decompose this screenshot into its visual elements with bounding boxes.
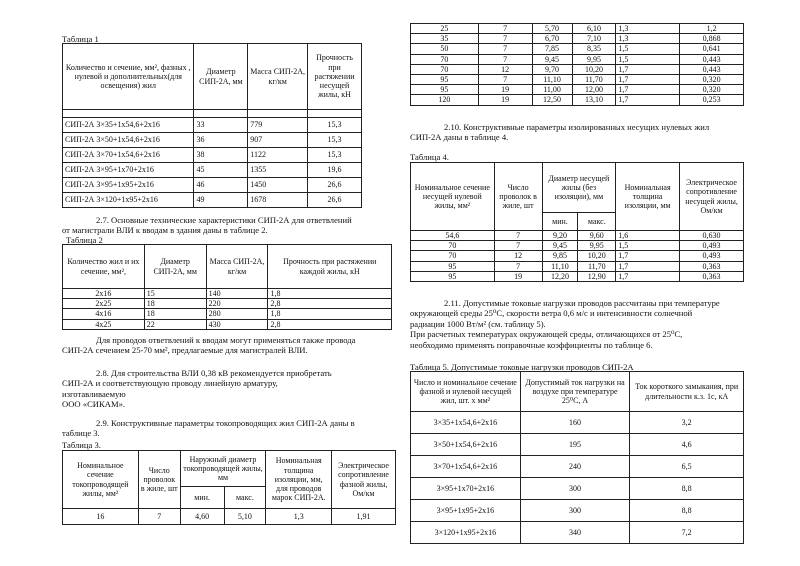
table-cell: 1122 <box>248 148 308 163</box>
paragraph-line: таблице 3. <box>62 428 100 439</box>
table-cell: 4,6 <box>630 434 744 456</box>
table-cell: 9,45 <box>542 241 578 251</box>
table-row <box>411 251 744 261</box>
table-cell: 46 <box>194 178 248 193</box>
table-cell: 36 <box>194 133 248 148</box>
table1-header-cell: Масса СИП-2А, кг/км <box>248 44 308 110</box>
table-cell: 9,45 <box>532 54 572 64</box>
table-cell: 19,6 <box>308 163 362 178</box>
table-cell: 240 <box>520 456 630 478</box>
table-cell: 35 <box>411 34 479 44</box>
table-cell: 70 <box>411 251 495 261</box>
table-cell: 280 <box>206 309 268 319</box>
table-cell: 1678 <box>248 193 308 208</box>
table-cell: 38 <box>194 148 248 163</box>
paragraph-line: СИП-2А и соответствующую проводу линейную арматуру, <box>62 378 278 389</box>
table-cell: 2,8 <box>268 299 392 309</box>
table-cell: 1,2 <box>680 24 744 34</box>
table5-header-cell: Число и номинальное сечение фазной и нулевой несущей жил, шт. х мм² <box>411 372 521 412</box>
table-cell: 11,70 <box>572 75 616 85</box>
table-cell: 12,00 <box>572 85 616 95</box>
table-row <box>63 299 392 309</box>
table-cell: 9,60 <box>578 231 616 241</box>
table-cell: 340 <box>520 522 630 544</box>
table-cell: 9,85 <box>542 251 578 261</box>
table-row <box>63 193 362 208</box>
table-cell: СИП-2А 3×95+1x95+2x16 <box>63 178 194 193</box>
paragraph-2-8 <box>62 368 392 410</box>
table-cell: 0,443 <box>680 64 744 74</box>
table2-header-cell: Диаметр СИП-2А, мм <box>144 245 206 289</box>
table-cell: 7 <box>478 24 532 34</box>
table-cell: 70 <box>411 241 495 251</box>
table1-caption: Таблица 1 <box>62 34 99 44</box>
table-cell: 7,2 <box>630 522 744 544</box>
table-cell: 50 <box>411 44 479 54</box>
table-cell: 0,320 <box>680 75 744 85</box>
paragraph-line: окружающей среды 25⁰С, скорости ветра 0,6 м/с и интенсивности солнечной <box>410 308 693 319</box>
paragraph-line: 2.10. Конструктивные параметры изолированных несущих нулевых жил <box>444 122 710 132</box>
table-cell: 1,3 <box>266 509 332 525</box>
table-row <box>411 231 744 241</box>
table-cell: 1,7 <box>616 271 680 281</box>
table-cell: 1,7 <box>616 251 680 261</box>
paragraph-after-table2 <box>62 335 392 356</box>
table-cell: 7 <box>138 509 180 525</box>
table-row <box>63 289 392 299</box>
table-cell: 120 <box>411 95 479 105</box>
table2-header-cell: Масса СИП-2А, кг/км <box>206 245 268 289</box>
paragraph-2-7 <box>62 215 392 236</box>
table-cell: 10,20 <box>572 64 616 74</box>
table5-header-cell: Ток короткого замыкания, при длительности к.з. 1с, кА <box>630 372 744 412</box>
table-cell: 779 <box>248 118 308 133</box>
paragraph-line: 2.11. Допустимые токовые нагрузки проводов рассчитаны при температуре <box>444 298 720 308</box>
table-cell: 12,50 <box>532 95 572 105</box>
table-row <box>411 271 744 281</box>
table3-subheader-min: мин. <box>180 487 224 509</box>
paragraph-line: СИП-2А даны в таблице 4. <box>410 132 509 143</box>
table-row <box>411 34 744 44</box>
table-row <box>63 133 362 148</box>
table-cell: 95 <box>411 271 495 281</box>
table-row <box>411 434 744 456</box>
table-cell: 7 <box>478 34 532 44</box>
paragraph-line: необходимо применять поправочные коэффициенты по таблице 6. <box>410 339 653 350</box>
table-cell: 1450 <box>248 178 308 193</box>
table-row <box>63 319 392 329</box>
table3-header-cell: Число проволок в жиле, шт <box>138 451 180 509</box>
table3-header-cell: Электрическое сопротивление фазной жилы, Ом/км <box>332 451 396 509</box>
table-cell: 11,70 <box>578 261 616 271</box>
table-cell: 15,3 <box>308 133 362 148</box>
table-row <box>63 178 362 193</box>
table-row <box>411 85 744 95</box>
table-cell: 0,493 <box>680 241 744 251</box>
paragraph-line: При расчетных температурах окружающей среды, отличающихся от 25⁰С, <box>410 329 683 340</box>
table-cell: 2,8 <box>268 319 392 329</box>
table-cell: 6,70 <box>532 34 572 44</box>
table5-caption: Таблица 5. Допустимые токовые нагрузки проводов СИП-2А <box>410 362 634 372</box>
table3-caption: Таблица 3. <box>62 440 101 450</box>
table5 <box>410 371 744 544</box>
table-row <box>411 478 744 500</box>
table-cell: 70 <box>411 64 479 74</box>
table-cell: 18 <box>144 299 206 309</box>
table2-caption: Таблица 2 <box>66 235 103 245</box>
table-cell: 95 <box>411 261 495 271</box>
table-cell: 8,35 <box>572 44 616 54</box>
table-cell: 0,253 <box>680 95 744 105</box>
table-cell: СИП-2А 3×50+1x54,6+2x16 <box>63 133 194 148</box>
table-cell: 4,60 <box>180 509 224 525</box>
table-cell: 1,8 <box>268 289 392 299</box>
table-cell: 300 <box>520 500 630 522</box>
table3-header-cell: Номинальная толщина изоляции, мм, для проводов марок СИП-2А. <box>266 451 332 509</box>
table-cell: 9,95 <box>572 54 616 64</box>
table-cell: 54,6 <box>411 231 495 241</box>
table2-header-cell: Количество жил и их сечение, мм², <box>63 245 145 289</box>
paragraph-line: от магистрали ВЛИ к вводам в здания даны в таблице 2. <box>62 225 268 236</box>
table-cell: 0,630 <box>680 231 744 241</box>
table-cell: 12 <box>478 64 532 74</box>
table-cell: 18 <box>144 309 206 319</box>
table-row <box>411 412 744 434</box>
table-cell: 3×50+1x54,6+2x16 <box>411 434 521 456</box>
table-cell: 22 <box>144 319 206 329</box>
table-cell: 7 <box>478 44 532 54</box>
table-cell: 1355 <box>248 163 308 178</box>
paragraph-line: 2.7. Основные технические характеристики СИП-2А для ответвлений <box>96 215 352 225</box>
table-cell: 0,320 <box>680 85 744 95</box>
table4-header-cell: Диаметр несущей жилы (без изоляции), мм <box>542 163 616 213</box>
table-cell: 300 <box>520 478 630 500</box>
paragraph-line: радиации 1000 Вт/м² (см. таблицу 5). <box>410 318 546 329</box>
table-cell: 19 <box>478 85 532 95</box>
table-row <box>411 54 744 64</box>
table-cell: 5,70 <box>532 24 572 34</box>
table-cell: 70 <box>411 54 479 64</box>
table-cell: 0,641 <box>680 44 744 54</box>
table-cell: 7,10 <box>572 34 616 44</box>
table-row <box>63 509 396 525</box>
table-cell: 1,3 <box>616 34 680 44</box>
table-row <box>411 500 744 522</box>
table1-header-cell: Прочность при растяжении несущей жилы, кН <box>308 44 362 110</box>
table-cell: 907 <box>248 133 308 148</box>
table-cell: 3×120+1x95+2x16 <box>411 522 521 544</box>
table4-header-cell: Электрическое сопротивление несущей жилы, Ом/км <box>680 163 744 231</box>
table-cell: 1,7 <box>616 75 680 85</box>
table-cell: 8,8 <box>630 500 744 522</box>
table-cell: 7 <box>494 241 542 251</box>
table-cell: 1,7 <box>616 64 680 74</box>
table-cell: 4x16 <box>63 309 145 319</box>
table-cell: 9,20 <box>542 231 578 241</box>
table-cell: 95 <box>411 75 479 85</box>
paragraph-line: СИП-2А сечением 25-70 мм², предлагаемые для магистралей ВЛИ. <box>62 345 308 356</box>
table-cell: 26,6 <box>308 178 362 193</box>
table-cell: 1,3 <box>616 24 680 34</box>
table-cell: 160 <box>520 412 630 434</box>
table-cell: 6,5 <box>630 456 744 478</box>
table4-header-cell: Номинальная толщина изоляции, мм <box>616 163 680 231</box>
table-cell: 12,90 <box>578 271 616 281</box>
table-cell: 430 <box>206 319 268 329</box>
table1 <box>62 43 362 208</box>
table-cell: 19 <box>494 271 542 281</box>
table3-continuation <box>410 23 744 106</box>
table4-subheader-min: мин. <box>542 213 578 231</box>
table4-caption: Таблица 4. <box>410 152 449 162</box>
table-cell: 15 <box>144 289 206 299</box>
table-cell: 3×70+1x54,6+2x16 <box>411 456 521 478</box>
table-cell: 9,95 <box>578 241 616 251</box>
table1-header-cell: Количество и сечение, мм², фазных , нулевой и дополнительных(для освещения) жил <box>63 44 194 110</box>
table-cell: 6,10 <box>572 24 616 34</box>
table-cell: 1,91 <box>332 509 396 525</box>
table2 <box>62 244 392 330</box>
table3-subheader-max: макс. <box>224 487 266 509</box>
table3 <box>62 450 396 525</box>
table-cell: 11,10 <box>542 261 578 271</box>
table-cell: 3×95+1x70+2x16 <box>411 478 521 500</box>
table4 <box>410 162 744 282</box>
table-cell: 12 <box>494 251 542 261</box>
table-row <box>63 163 362 178</box>
table-cell: 11,00 <box>532 85 572 95</box>
table-cell: 7 <box>494 231 542 241</box>
table-cell: 26,6 <box>308 193 362 208</box>
paragraph-line: Для проводов ответвлений к вводам могут применяться также провода <box>96 335 356 345</box>
table-cell: 1,5 <box>616 241 680 251</box>
table-cell: 1,6 <box>616 231 680 241</box>
paragraph-line: 2.8. Для строительства ВЛИ 0,38 кВ рекомендуется приобретать <box>96 368 332 378</box>
table-cell: 2x16 <box>63 289 145 299</box>
table-row <box>411 522 744 544</box>
table2-header-cell: Прочность при растяжении каждой жилы, кН <box>268 245 392 289</box>
table-cell: 25 <box>411 24 479 34</box>
table-cell: СИП-2А 3×35+1x54,6+2x16 <box>63 118 194 133</box>
table-cell: 1,5 <box>616 54 680 64</box>
table-cell: 0,363 <box>680 261 744 271</box>
table-cell: 195 <box>520 434 630 456</box>
table-row <box>63 148 362 163</box>
table-row <box>411 241 744 251</box>
table-row <box>63 309 392 319</box>
table-cell: 1,7 <box>616 95 680 105</box>
table-row <box>411 95 744 105</box>
table-cell: 12,20 <box>542 271 578 281</box>
table-cell: 95 <box>411 85 479 95</box>
table-cell: 11,10 <box>532 75 572 85</box>
table-cell: 3×95+1x95+2x16 <box>411 500 521 522</box>
table-cell: 45 <box>194 163 248 178</box>
table-cell: 0,868 <box>680 34 744 44</box>
table-row <box>411 64 744 74</box>
table5-header-cell: Допустимый ток нагрузки на воздухе при температуре 25⁰С, А <box>520 372 630 412</box>
table-cell: 3×35+1x54,6+2x16 <box>411 412 521 434</box>
table3-header-cell: Наружный диаметр токопроводящей жилы, мм <box>180 451 266 487</box>
table-cell: 15,3 <box>308 148 362 163</box>
paragraph-line: 2.9. Конструктивные параметры токопроводящих жил СИП-2А даны в <box>96 418 355 428</box>
paragraph-line: ООО «СИКАМ». <box>62 399 126 410</box>
table-cell: 0,443 <box>680 54 744 64</box>
table-cell: 33 <box>194 118 248 133</box>
paragraph-line: изготавливаемую <box>62 388 126 399</box>
table-cell: 1,8 <box>268 309 392 319</box>
paragraph-2-11 <box>410 298 744 350</box>
table-cell: 15,3 <box>308 118 362 133</box>
table-cell: 3,2 <box>630 412 744 434</box>
table-cell: СИП-2А 3×95+1x70+2x16 <box>63 163 194 178</box>
table-cell: 7 <box>478 54 532 64</box>
table-cell: 7,85 <box>532 44 572 54</box>
table-cell: 0,363 <box>680 271 744 281</box>
table-cell: 8,8 <box>630 478 744 500</box>
table-row <box>411 75 744 85</box>
table-row <box>411 261 744 271</box>
table-row <box>411 24 744 34</box>
table-cell: 5,10 <box>224 509 266 525</box>
table-cell: 10,20 <box>578 251 616 261</box>
table3-header-cell: Номинальное сечение токопроводящей жилы, мм² <box>63 451 139 509</box>
table-cell: 2x25 <box>63 299 145 309</box>
table-cell: СИП-2А 3×70+1x54,6+2x16 <box>63 148 194 163</box>
paragraph-2-10 <box>410 122 744 143</box>
table-row <box>63 118 362 133</box>
table4-header-cell: Число проволок в жиле, шт <box>494 163 542 231</box>
table1-header-cell: Диаметр СИП-2А, мм <box>194 44 248 110</box>
table-cell: СИП-2А 3×120+1x95+2x16 <box>63 193 194 208</box>
table-cell: 19 <box>478 95 532 105</box>
table-cell: 4x25 <box>63 319 145 329</box>
table-cell: 13,10 <box>572 95 616 105</box>
table4-subheader-max: макс. <box>578 213 616 231</box>
table-cell: 7 <box>494 261 542 271</box>
table-cell: 1,7 <box>616 85 680 95</box>
table-row <box>411 44 744 54</box>
table-cell: 1,5 <box>616 44 680 54</box>
table-cell: 140 <box>206 289 268 299</box>
paragraph-2-9 <box>62 418 392 439</box>
table-cell: 9,70 <box>532 64 572 74</box>
table-cell: 49 <box>194 193 248 208</box>
table-row <box>411 456 744 478</box>
table4-header-cell: Номинальное сечение несущей нулевой жилы, мм² <box>411 163 495 231</box>
table-cell: 0,493 <box>680 251 744 261</box>
table-cell: 220 <box>206 299 268 309</box>
table-cell: 16 <box>63 509 139 525</box>
table-cell: 1,7 <box>616 261 680 271</box>
table-cell: 7 <box>478 75 532 85</box>
